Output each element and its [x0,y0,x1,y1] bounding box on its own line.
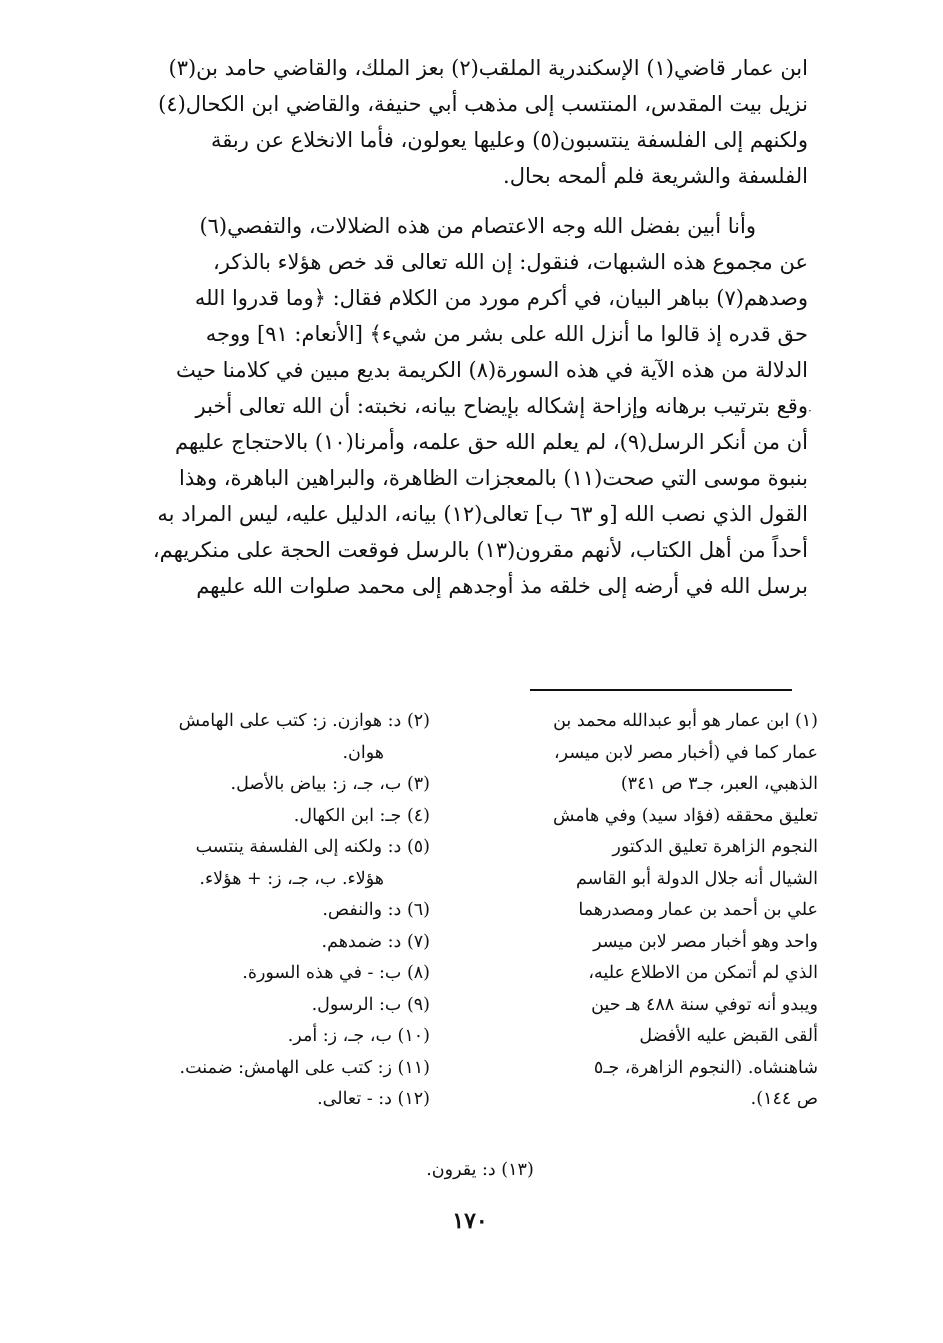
text-line: أحداً من أهل الكتاب، لأنهم مقرون(١٣) بالرسل فوقعت الحجة على منكريهم، [152,538,808,562]
footnote-number: (٥) [406,837,430,857]
footnote-text: هوان. [342,742,384,763]
footnotes-right-column [478,706,818,1116]
footnote-text: د: - تعالى. [317,1089,392,1109]
footnote-number: (٢) [406,711,430,731]
text-line: وقع بترتيب برهانه وإزاحة إشكاله بإيضاح بيانه، نخبته: أن الله تعالى أخبر [195,394,808,418]
footnote-number: (١٠) [397,1026,430,1046]
footnote-text: جـ: ابن الكهال. [293,805,402,826]
footnote-12 [100,1084,430,1116]
footnote-6 [100,895,430,927]
footnote-line: علي بن أحمد بن عمار ومصدرهما [578,900,818,920]
footnote-line: ألقى القبض عليه الأفضل [639,1026,818,1046]
main-text [88,50,808,604]
footnote-10 [100,1021,430,1053]
footnote-number: (٦) [406,900,430,920]
footnote-8 [100,958,430,990]
footnote-separator [530,689,792,691]
text-line: حق قدره إذ قالوا ما أنزل الله على بشر من شيء﴾ [الأنعام: ٩١] ووجه [205,322,808,346]
text-line: عن مجموع هذه الشبهات، فنقول: إن الله تعالى قد خص هؤلاء بالذكر، [212,250,808,274]
footnote-text: ب، جـ، ز: بياض بالأصل. [230,774,402,794]
footnote-3 [100,769,430,801]
margin-mark: · [808,404,812,418]
footnote-4 [100,801,430,833]
text-line: القول الذي نصب الله [و ٦٣ ب] تعالى(١٢) بيانه، الدليل عليه، ليس المراد به [157,502,808,526]
footnote-text: ب: - في هذه السورة. [242,963,402,983]
text-line: وصدهم(٧) بباهر البيان، في أكرم مورد من الكلام فقال: ﴿وما قدروا الله [194,286,808,310]
text-line: ابن عمار قاضي(١) الإسكندرية الملقب(٢) بعز الملك، والقاضي حامد بن(٣) [168,56,808,80]
footnote-2 [100,706,430,769]
footnote-1 [478,706,818,1116]
footnote-text: ز: كتب على الهامش: ضمنت. [179,1057,392,1078]
footnote-text: د: هوازن. ز: كتب على الهامش [178,711,402,731]
text-line: أن من أنكر الرسل(٩)، لم يعلم الله حق علمه، وأمرنا(١٠) بالاحتجاج عليهم [175,430,808,454]
footnote-line: ويبدو أنه توفي سنة ٤٨٨ هـ حين [591,994,818,1015]
paragraph-2 [88,208,808,604]
text-line: برسل الله في أرضه إلى خلقه مذ أوجدهم إلى محمد صلوات الله عليهم [196,574,808,598]
footnote-line: واحد وهو أخبار مصر لابن ميسر [593,931,818,952]
footnote-line: تعليق محققه (فؤاد سيد) وفي هامش [552,805,818,826]
text-line: ولكنهم إلى الفلسفة ينتسبون(٥) وعليها يعولون، فأما الانخلاع عن ربقة [211,128,808,152]
text-line: وأنا أبين بفضل الله وجه الاعتصام من هذه الضلالات، والتفصي(٦) [199,214,756,238]
footnote-number: (٨) [406,963,430,983]
paragraph-1 [88,50,808,194]
footnote-line: ابن عمار هو أبو عبدالله محمد بن [553,711,790,731]
footnote-text: د: ضمدهم. [321,931,402,952]
footnote-text: د: يقرون. [426,1160,496,1180]
footnote-line: الشيال أنه جلال الدولة أبو القاسم [575,868,818,889]
footnote-9 [100,990,430,1022]
footnote-number: (٩) [406,994,430,1015]
footnote-text: د: والنفص. [322,900,402,920]
footnote-number: (١٢) [397,1089,430,1109]
page-number: ١٧٠ [452,1208,488,1234]
footnote-5 [100,832,430,895]
text-line: نزيل بيت المقدس، المنتسب إلى مذهب أبي حنيفة، والقاضي ابن الكحال(٤) [158,92,808,116]
footnote-7 [100,927,430,959]
footnote-line: عمار كما في (أخبار مصر لابن ميسر، [554,742,818,763]
footnote-number: (١٣) [501,1160,534,1180]
footnotes-left-column [100,706,430,1116]
footnote-number: (٤) [406,805,430,826]
footnote-11 [100,1053,430,1085]
footnote-number: (١) [794,711,818,731]
footnote-number: (٧) [406,931,430,952]
text-line: الفلسفة والشريعة فلم ألمحه بحال. [503,164,808,188]
footnote-text: ب: الرسول. [311,994,402,1015]
footnote-text: ب، جـ، ز: أمر. [287,1026,392,1046]
text-line: الدلالة من هذه الآية في هذه السورة(٨) الكريمة بديع مبين في كلامنا حيث [176,358,808,382]
footnote-number: (١١) [397,1057,430,1078]
footnote-13 [330,1155,630,1187]
footnote-line: ص ١٤٤). [750,1089,818,1109]
footnote-line: الذهبي، العبر، جـ٣ ص ٣٤١) [620,774,818,794]
footnote-text: د: ولكنه إلى الفلسفة ينتسب [195,837,402,857]
footnote-line: شاهنشاه. (النجوم الزاهرة، جـ٥ [593,1057,818,1078]
footnote-text: هؤلاء. ب، جـ، ز: + هؤلاء. [199,868,384,889]
footnote-line: النجوم الزاهرة تعليق الدكتور [612,837,818,857]
text-line: بنبوة موسى التي صحت(١١) بالمعجزات الظاهرة، والبراهين الباهرة، وهذا [179,466,808,490]
footnote-line: الذي لم أتمكن من الاطلاع عليه، [588,963,818,983]
footnote-number: (٣) [406,774,430,794]
